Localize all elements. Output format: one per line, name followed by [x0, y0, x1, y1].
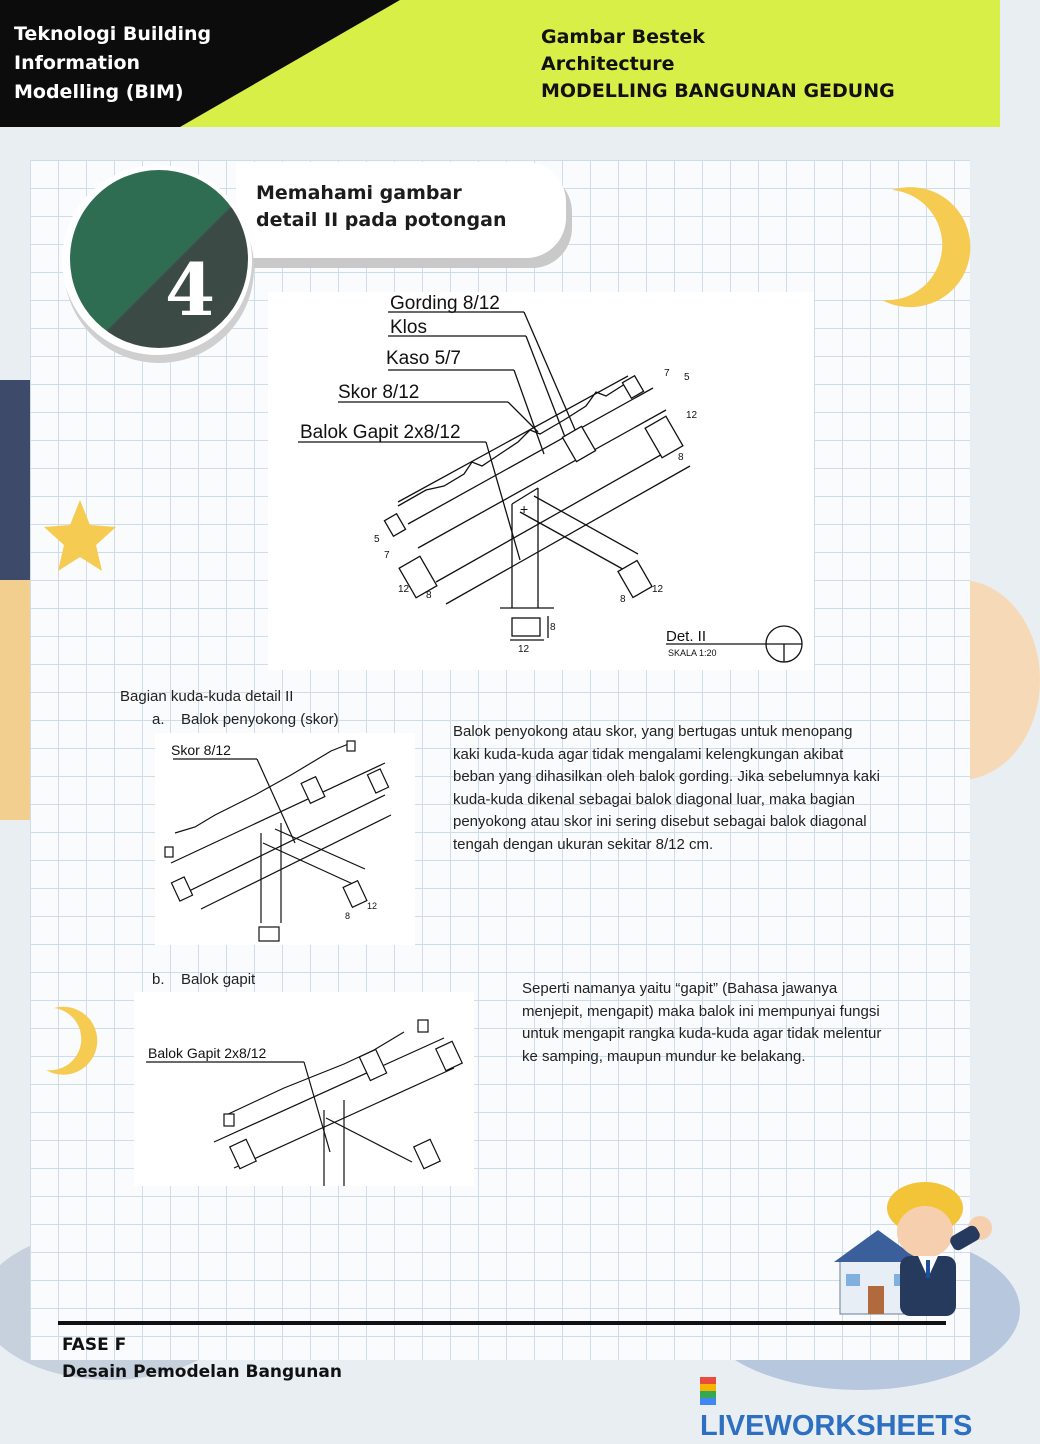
center-mark-icon: +: [520, 501, 529, 517]
dim-label: 7: [384, 550, 390, 561]
liveworksheets-logo[interactable]: [700, 1372, 990, 1442]
dim-label: 5: [374, 534, 380, 545]
skor-drawing-label: Skor 8/12: [171, 742, 231, 758]
dim-label: 12: [398, 584, 410, 595]
section-title-line: Memahami gambar: [256, 182, 462, 204]
item-a-label: Balok penyokong (skor): [181, 711, 339, 728]
section-intro: Bagian kuda-kuda detail II: [120, 688, 294, 705]
dim-label: 12: [367, 901, 378, 911]
footer-line: Desain Pemodelan Bangunan: [62, 1362, 342, 1382]
header-subject-title: [541, 24, 895, 105]
engineer-mascot-icon: [830, 1170, 1000, 1320]
skor-drawing: [155, 733, 415, 945]
dim-label: 12: [652, 584, 664, 595]
section-title-line: detail II pada potongan: [256, 209, 507, 231]
moon-small-decoration-icon: [34, 1000, 104, 1080]
item-b-label: Balok gapit: [181, 971, 256, 988]
label-scale: SKALA 1:20: [668, 648, 717, 658]
item-b-description: Seperti namanya yaitu “gapit” (Bahasa jawanya menjepit, mengapit) maka balok ini mempunyai fungsi untuk mengapit rangka kuda-kuda agar tidak melentur ke samping, maupun mundur ke belakang.: [522, 980, 882, 1065]
section-number: 4: [164, 247, 216, 332]
dim-label: 12: [518, 644, 530, 655]
dim-label: 12: [686, 410, 698, 421]
header-right-line: Architecture: [541, 53, 675, 75]
header-left-line: Teknologi Building: [14, 23, 212, 45]
label-skor: Skor 8/12: [338, 382, 420, 403]
label-gording: Gording 8/12: [390, 293, 500, 314]
brand-text: LIVEWORKSHEETS: [700, 1410, 973, 1442]
dim-label: 8: [620, 594, 626, 605]
dim-label: 5: [684, 372, 690, 383]
footer-line: FASE F: [62, 1335, 127, 1355]
header-left-line: Modelling (BIM): [14, 81, 184, 103]
section-number-circle: [70, 170, 248, 348]
moon-decoration-icon: [862, 180, 972, 320]
liveworksheets-icon: [700, 1377, 716, 1405]
header-right-line: Gambar Bestek: [541, 26, 705, 48]
main-detail-drawing: [268, 292, 814, 670]
label-det: Det. II: [666, 628, 707, 645]
star-decoration-icon: [40, 495, 120, 575]
gapit-drawing: [134, 992, 474, 1186]
label-kaso: Kaso 5/7: [386, 348, 461, 369]
header-left-line: Information: [14, 52, 141, 74]
dim-label: 7: [664, 368, 670, 379]
dim-label: 8: [426, 590, 432, 601]
item-a-marker: a.: [152, 711, 165, 728]
item-b-marker: b.: [152, 971, 165, 988]
label-balok-gapit: Balok Gapit 2x8/12: [300, 422, 461, 443]
dim-label: 8: [345, 911, 351, 921]
header-right-line: MODELLING BANGUNAN GEDUNG: [541, 80, 895, 102]
section-title: [256, 180, 556, 234]
item-a-description: Balok penyokong atau skor, yang bertugas untuk menopang kaki kuda-kuda agar tidak mengalami kelengkungan akibat beban yang dihasilkan oleh balok gording. Jika sebelumnya kaki kuda-kuda dikenal sebagai balok diagonal luar, maka bagian penyokong atau skor ini sering disebut sebagai balok diagonal tengah dengan ukuran sekitar 8/12 cm.: [453, 723, 880, 853]
label-klos: Klos: [390, 317, 427, 338]
dim-label: 8: [550, 622, 556, 633]
dim-label: 8: [678, 452, 684, 463]
footer-info: [62, 1332, 342, 1386]
header-course-title: [14, 20, 254, 107]
footer-divider: [58, 1321, 946, 1325]
gapit-drawing-label: Balok Gapit 2x8/12: [148, 1045, 267, 1061]
